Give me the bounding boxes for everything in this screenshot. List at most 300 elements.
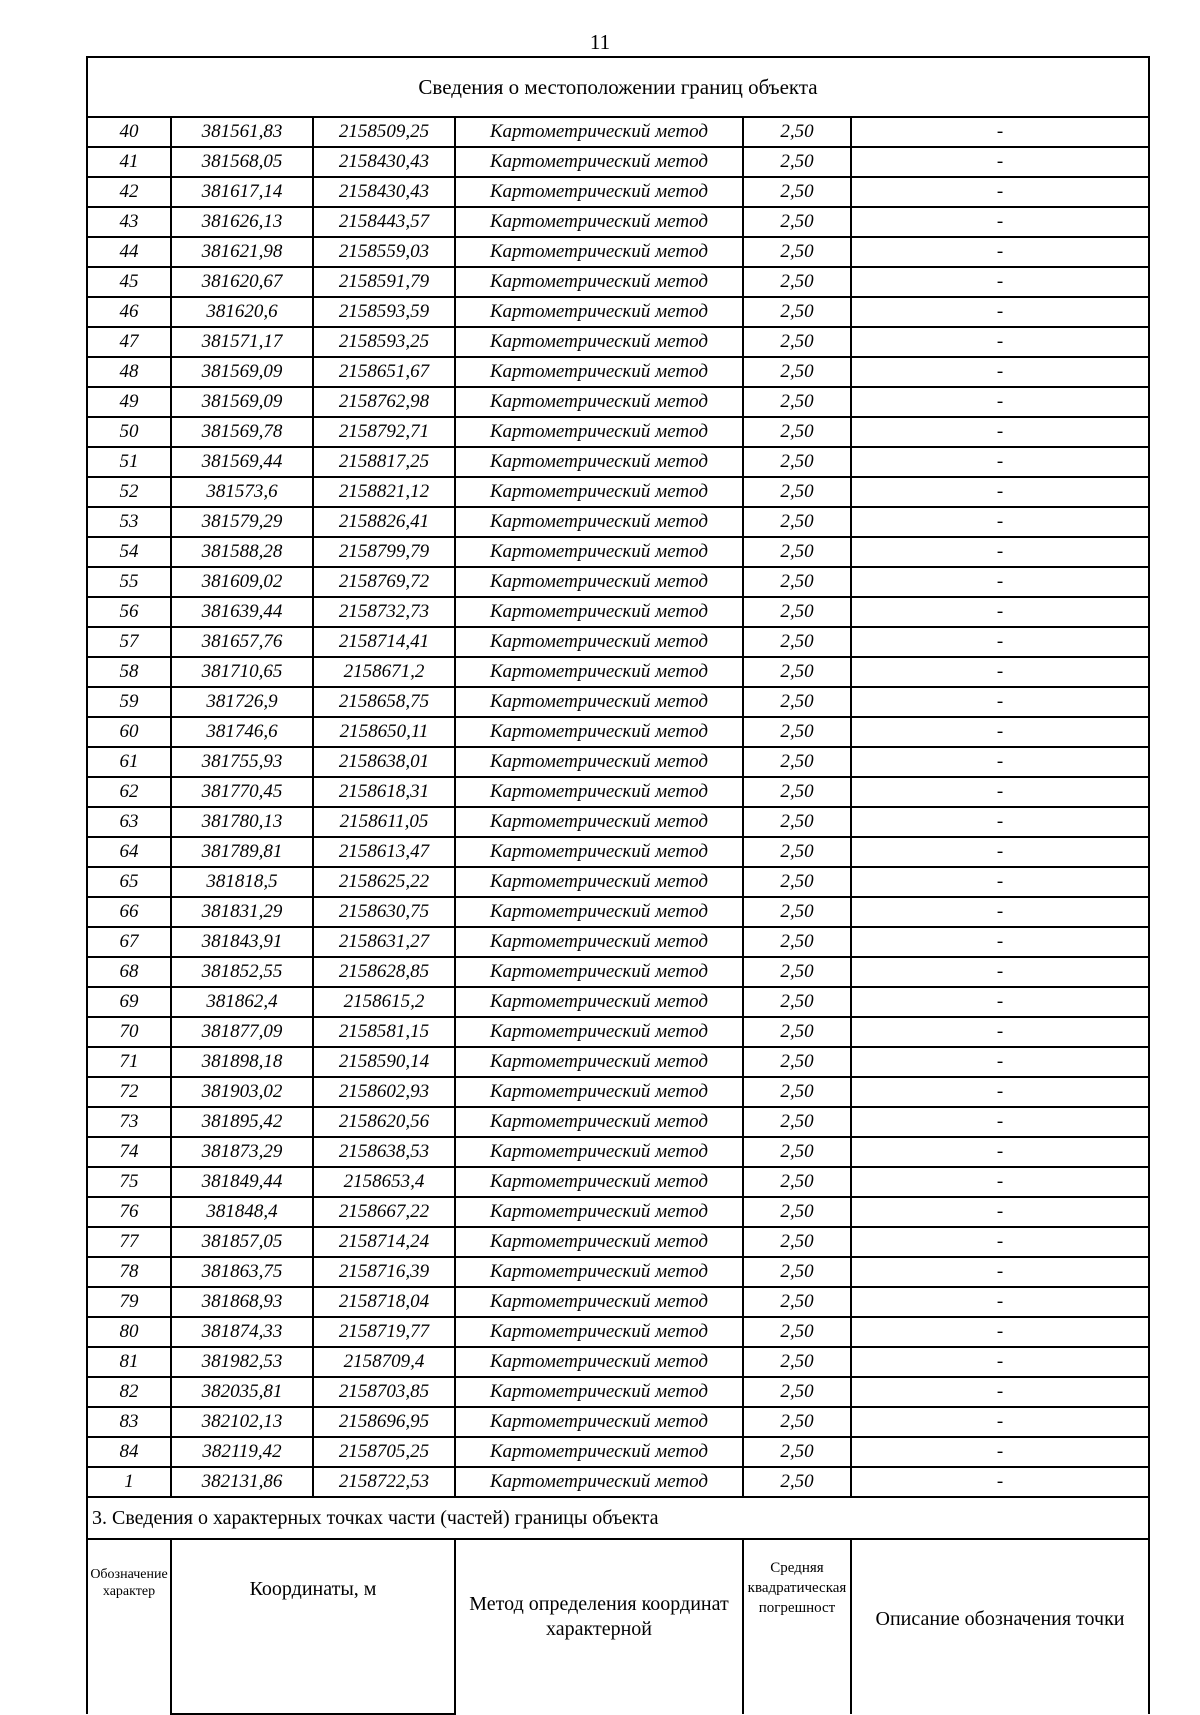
point-number-cell: 48: [87, 357, 171, 387]
description-cell: -: [851, 1347, 1149, 1377]
table-row: [87, 1317, 1149, 1347]
error-cell: 2,50: [743, 1317, 851, 1347]
description-cell: -: [851, 987, 1149, 1017]
method-cell: Картометрический метод: [455, 1107, 743, 1137]
error-cell: 2,50: [743, 567, 851, 597]
y-coordinate-cell: 2158653,4: [313, 1167, 455, 1197]
table-row: [87, 237, 1149, 267]
description-cell: -: [851, 1107, 1149, 1137]
method-cell: Картометрический метод: [455, 747, 743, 777]
table-row: [87, 1437, 1149, 1467]
error-cell: 2,50: [743, 1377, 851, 1407]
y-coordinate-cell: 2158593,25: [313, 327, 455, 357]
error-cell: 2,50: [743, 957, 851, 987]
error-cell: 2,50: [743, 1287, 851, 1317]
table-row: [87, 837, 1149, 867]
error-cell: 2,50: [743, 327, 851, 357]
error-cell: 2,50: [743, 537, 851, 567]
table-row: [87, 657, 1149, 687]
error-cell: 2,50: [743, 177, 851, 207]
method-cell: Картометрический метод: [455, 1077, 743, 1107]
point-number-cell: 1: [87, 1467, 171, 1497]
method-cell: Картометрический метод: [455, 1017, 743, 1047]
method-cell: Картометрический метод: [455, 567, 743, 597]
method-cell: Картометрический метод: [455, 237, 743, 267]
table-row: [87, 1077, 1149, 1107]
method-cell: Картометрический метод: [455, 177, 743, 207]
description-cell: -: [851, 507, 1149, 537]
method-cell: Картометрический метод: [455, 897, 743, 927]
y-coordinate-cell: 2158618,31: [313, 777, 455, 807]
description-cell: -: [851, 387, 1149, 417]
section-3-title: 3. Сведения о характерных точках части (частей) границы объекта: [87, 1497, 1149, 1539]
method-cell: Картометрический метод: [455, 657, 743, 687]
description-cell: -: [851, 477, 1149, 507]
section-3-header-row: [87, 1539, 1149, 1714]
y-coordinate-cell: 2158620,56: [313, 1107, 455, 1137]
y-coordinate-cell: 2158602,93: [313, 1077, 455, 1107]
point-number-cell: 81: [87, 1347, 171, 1377]
error-cell: 2,50: [743, 1407, 851, 1437]
description-cell: -: [851, 357, 1149, 387]
description-cell: -: [851, 567, 1149, 597]
table-row: [87, 867, 1149, 897]
error-cell: 2,50: [743, 237, 851, 267]
x-coordinate-cell: 381857,05: [171, 1227, 313, 1257]
error-cell: 2,50: [743, 1107, 851, 1137]
x-coordinate-cell: 381746,6: [171, 717, 313, 747]
description-cell: -: [851, 117, 1149, 147]
error-cell: 2,50: [743, 1137, 851, 1167]
y-coordinate-cell: 2158638,53: [313, 1137, 455, 1167]
point-number-cell: 53: [87, 507, 171, 537]
method-cell: Картометрический метод: [455, 627, 743, 657]
table-row: [87, 927, 1149, 957]
method-cell: Картометрический метод: [455, 1167, 743, 1197]
point-number-cell: 67: [87, 927, 171, 957]
x-coordinate-cell: 381579,29: [171, 507, 313, 537]
y-coordinate-cell: 2158696,95: [313, 1407, 455, 1437]
description-cell: -: [851, 897, 1149, 927]
method-cell: Картометрический метод: [455, 147, 743, 177]
description-cell: -: [851, 747, 1149, 777]
x-coordinate-cell: 381569,09: [171, 387, 313, 417]
point-number-cell: 46: [87, 297, 171, 327]
y-coordinate-cell: 2158762,98: [313, 387, 455, 417]
method-cell: Картометрический метод: [455, 1377, 743, 1407]
point-number-cell: 40: [87, 117, 171, 147]
boundary-table-frame: [86, 56, 1148, 1715]
x-coordinate-cell: 381569,44: [171, 447, 313, 477]
x-coordinate-cell: 381852,55: [171, 957, 313, 987]
point-number-cell: 63: [87, 807, 171, 837]
error-cell: 2,50: [743, 1167, 851, 1197]
x-coordinate-cell: 381863,75: [171, 1257, 313, 1287]
point-number-cell: 74: [87, 1137, 171, 1167]
x-coordinate-cell: 382119,42: [171, 1437, 313, 1467]
x-coordinate-cell: 381621,98: [171, 237, 313, 267]
point-number-cell: 82: [87, 1377, 171, 1407]
error-cell: 2,50: [743, 1227, 851, 1257]
description-cell: -: [851, 447, 1149, 477]
y-coordinate-cell: 2158630,75: [313, 897, 455, 927]
point-number-cell: 68: [87, 957, 171, 987]
description-cell: -: [851, 1167, 1149, 1197]
point-number-cell: 84: [87, 1437, 171, 1467]
method-cell: Картометрический метод: [455, 1347, 743, 1377]
x-coordinate-cell: 381895,42: [171, 1107, 313, 1137]
y-coordinate-cell: 2158769,72: [313, 567, 455, 597]
y-coordinate-cell: 2158651,67: [313, 357, 455, 387]
description-cell: -: [851, 1017, 1149, 1047]
description-cell: -: [851, 1437, 1149, 1467]
y-coordinate-cell: 2158430,43: [313, 177, 455, 207]
y-coordinate-cell: 2158611,05: [313, 807, 455, 837]
description-cell: -: [851, 657, 1149, 687]
point-number-cell: 58: [87, 657, 171, 687]
x-coordinate-cell: 382035,81: [171, 1377, 313, 1407]
table-row: [87, 417, 1149, 447]
x-coordinate-cell: 381789,81: [171, 837, 313, 867]
table-row: [87, 507, 1149, 537]
error-cell: 2,50: [743, 807, 851, 837]
description-cell: -: [851, 1467, 1149, 1497]
point-number-cell: 44: [87, 237, 171, 267]
x-coordinate-cell: 381569,09: [171, 357, 313, 387]
description-cell: -: [851, 1227, 1149, 1257]
y-coordinate-cell: 2158591,79: [313, 267, 455, 297]
description-cell: -: [851, 1287, 1149, 1317]
x-coordinate-cell: 381573,6: [171, 477, 313, 507]
description-cell: -: [851, 1407, 1149, 1437]
error-cell: 2,50: [743, 357, 851, 387]
point-number-cell: 60: [87, 717, 171, 747]
point-number-cell: 47: [87, 327, 171, 357]
method-cell: Картометрический метод: [455, 1227, 743, 1257]
method-cell: Картометрический метод: [455, 1407, 743, 1437]
error-cell: 2,50: [743, 147, 851, 177]
x-coordinate-cell: 381568,05: [171, 147, 313, 177]
description-cell: -: [851, 1257, 1149, 1287]
description-cell: -: [851, 1197, 1149, 1227]
error-cell: 2,50: [743, 297, 851, 327]
error-cell: 2,50: [743, 897, 851, 927]
method-cell: Картометрический метод: [455, 1197, 743, 1227]
table-row: [87, 747, 1149, 777]
method-cell: Картометрический метод: [455, 537, 743, 567]
point-number-cell: 79: [87, 1287, 171, 1317]
description-cell: -: [851, 1137, 1149, 1167]
method-cell: Картометрический метод: [455, 1317, 743, 1347]
description-cell: -: [851, 717, 1149, 747]
table-row: [87, 717, 1149, 747]
table-row: [87, 1107, 1149, 1137]
method-cell: Картометрический метод: [455, 387, 743, 417]
table-row: [87, 597, 1149, 627]
x-coordinate-cell: 381982,53: [171, 1347, 313, 1377]
method-cell: Картометрический метод: [455, 1137, 743, 1167]
error-cell: 2,50: [743, 1467, 851, 1497]
y-coordinate-cell: 2158714,41: [313, 627, 455, 657]
description-cell: -: [851, 537, 1149, 567]
method-cell: Картометрический метод: [455, 837, 743, 867]
point-number-cell: 78: [87, 1257, 171, 1287]
y-coordinate-cell: 2158705,25: [313, 1437, 455, 1467]
y-coordinate-cell: 2158443,57: [313, 207, 455, 237]
x-coordinate-cell: 381831,29: [171, 897, 313, 927]
description-cell: -: [851, 807, 1149, 837]
y-coordinate-cell: 2158613,47: [313, 837, 455, 867]
x-coordinate-cell: 381874,33: [171, 1317, 313, 1347]
y-coordinate-cell: 2158718,04: [313, 1287, 455, 1317]
table-row: [87, 297, 1149, 327]
x-coordinate-cell: 381780,13: [171, 807, 313, 837]
error-cell: 2,50: [743, 417, 851, 447]
y-coordinate-cell: 2158722,53: [313, 1467, 455, 1497]
x-coordinate-cell: 381755,93: [171, 747, 313, 777]
y-coordinate-cell: 2158638,01: [313, 747, 455, 777]
description-cell: -: [851, 1377, 1149, 1407]
method-cell: Картометрический метод: [455, 1437, 743, 1467]
point-number-cell: 76: [87, 1197, 171, 1227]
point-number-cell: 54: [87, 537, 171, 567]
y-coordinate-cell: 2158625,22: [313, 867, 455, 897]
error-cell: 2,50: [743, 507, 851, 537]
point-number-cell: 57: [87, 627, 171, 657]
point-number-cell: 62: [87, 777, 171, 807]
table-row: [87, 627, 1149, 657]
method-cell: Картометрический метод: [455, 867, 743, 897]
method-cell: Картометрический метод: [455, 717, 743, 747]
description-cell: -: [851, 147, 1149, 177]
description-cell: -: [851, 417, 1149, 447]
x-coordinate-cell: 381569,78: [171, 417, 313, 447]
x-coordinate-cell: 381710,65: [171, 657, 313, 687]
x-coordinate-cell: 382131,86: [171, 1467, 313, 1497]
header-coordinates: Координаты, м: [171, 1539, 455, 1714]
method-cell: Картометрический метод: [455, 1257, 743, 1287]
description-cell: -: [851, 777, 1149, 807]
method-cell: Картометрический метод: [455, 477, 743, 507]
y-coordinate-cell: 2158792,71: [313, 417, 455, 447]
table-row: [87, 147, 1149, 177]
method-cell: Картометрический метод: [455, 507, 743, 537]
error-cell: 2,50: [743, 687, 851, 717]
y-coordinate-cell: 2158667,22: [313, 1197, 455, 1227]
table-row: [87, 1257, 1149, 1287]
method-cell: Картометрический метод: [455, 357, 743, 387]
x-coordinate-cell: 381903,02: [171, 1077, 313, 1107]
method-cell: Картометрический метод: [455, 1047, 743, 1077]
method-cell: Картометрический метод: [455, 927, 743, 957]
table-title: Сведения о местоположении границ объекта: [87, 57, 1149, 117]
error-cell: 2,50: [743, 1077, 851, 1107]
point-number-cell: 52: [87, 477, 171, 507]
description-cell: -: [851, 177, 1149, 207]
method-cell: Картометрический метод: [455, 957, 743, 987]
method-cell: Картометрический метод: [455, 777, 743, 807]
method-cell: Картометрический метод: [455, 1287, 743, 1317]
error-cell: 2,50: [743, 387, 851, 417]
table-row: [87, 537, 1149, 567]
x-coordinate-cell: 381588,28: [171, 537, 313, 567]
table-row: [87, 387, 1149, 417]
point-number-cell: 59: [87, 687, 171, 717]
point-number-cell: 72: [87, 1077, 171, 1107]
table-row: [87, 897, 1149, 927]
description-cell: -: [851, 927, 1149, 957]
y-coordinate-cell: 2158714,24: [313, 1227, 455, 1257]
y-coordinate-cell: 2158430,43: [313, 147, 455, 177]
x-coordinate-cell: 381868,93: [171, 1287, 313, 1317]
table-row: [87, 447, 1149, 477]
table-row: [87, 1347, 1149, 1377]
error-cell: 2,50: [743, 777, 851, 807]
error-cell: 2,50: [743, 837, 851, 867]
point-number-cell: 55: [87, 567, 171, 597]
y-coordinate-cell: 2158590,14: [313, 1047, 455, 1077]
point-number-cell: 73: [87, 1107, 171, 1137]
y-coordinate-cell: 2158658,75: [313, 687, 455, 717]
y-coordinate-cell: 2158615,2: [313, 987, 455, 1017]
point-number-cell: 42: [87, 177, 171, 207]
y-coordinate-cell: 2158628,85: [313, 957, 455, 987]
table-row: [87, 987, 1149, 1017]
point-number-cell: 69: [87, 987, 171, 1017]
y-coordinate-cell: 2158799,79: [313, 537, 455, 567]
description-cell: -: [851, 1077, 1149, 1107]
description-cell: -: [851, 1317, 1149, 1347]
point-number-cell: 70: [87, 1017, 171, 1047]
y-coordinate-cell: 2158719,77: [313, 1317, 455, 1347]
table-row: [87, 1197, 1149, 1227]
table-row: [87, 1047, 1149, 1077]
error-cell: 2,50: [743, 1017, 851, 1047]
x-coordinate-cell: 381626,13: [171, 207, 313, 237]
y-coordinate-cell: 2158650,11: [313, 717, 455, 747]
x-coordinate-cell: 381609,02: [171, 567, 313, 597]
y-coordinate-cell: 2158826,41: [313, 507, 455, 537]
y-coordinate-cell: 2158703,85: [313, 1377, 455, 1407]
x-coordinate-cell: 381818,5: [171, 867, 313, 897]
x-coordinate-cell: 381898,18: [171, 1047, 313, 1077]
header-description: Описание обозначения точки: [851, 1539, 1149, 1714]
y-coordinate-cell: 2158709,4: [313, 1347, 455, 1377]
x-coordinate-cell: 381862,4: [171, 987, 313, 1017]
error-cell: 2,50: [743, 1047, 851, 1077]
description-cell: -: [851, 687, 1149, 717]
y-coordinate-cell: 2158581,15: [313, 1017, 455, 1047]
boundary-points-table: [86, 56, 1150, 1715]
header-error: Средняя квадратическая погрешност: [743, 1539, 851, 1714]
method-cell: Картометрический метод: [455, 417, 743, 447]
error-cell: 2,50: [743, 267, 851, 297]
x-coordinate-cell: 381849,44: [171, 1167, 313, 1197]
x-coordinate-cell: 381726,9: [171, 687, 313, 717]
error-cell: 2,50: [743, 477, 851, 507]
point-number-cell: 75: [87, 1167, 171, 1197]
method-cell: Картометрический метод: [455, 687, 743, 717]
table-row: [87, 1167, 1149, 1197]
point-number-cell: 45: [87, 267, 171, 297]
description-cell: -: [851, 837, 1149, 867]
description-cell: -: [851, 957, 1149, 987]
table-row: [87, 477, 1149, 507]
method-cell: Картометрический метод: [455, 327, 743, 357]
description-cell: -: [851, 867, 1149, 897]
point-number-cell: 56: [87, 597, 171, 627]
table-row: [87, 957, 1149, 987]
error-cell: 2,50: [743, 987, 851, 1017]
table-row: [87, 267, 1149, 297]
table-row: [87, 1017, 1149, 1047]
point-number-cell: 83: [87, 1407, 171, 1437]
x-coordinate-cell: 381620,67: [171, 267, 313, 297]
error-cell: 2,50: [743, 1197, 851, 1227]
table-row: [87, 1137, 1149, 1167]
table-row: [87, 567, 1149, 597]
x-coordinate-cell: 381571,17: [171, 327, 313, 357]
description-cell: -: [851, 297, 1149, 327]
table-row: [87, 207, 1149, 237]
point-number-cell: 64: [87, 837, 171, 867]
table-row: [87, 1467, 1149, 1497]
method-cell: Картометрический метод: [455, 597, 743, 627]
table-row: [87, 1407, 1149, 1437]
x-coordinate-cell: 381873,29: [171, 1137, 313, 1167]
error-cell: 2,50: [743, 1257, 851, 1287]
x-coordinate-cell: 382102,13: [171, 1407, 313, 1437]
y-coordinate-cell: 2158671,2: [313, 657, 455, 687]
point-number-cell: 61: [87, 747, 171, 777]
method-cell: Картометрический метод: [455, 297, 743, 327]
y-coordinate-cell: 2158509,25: [313, 117, 455, 147]
x-coordinate-cell: 381561,83: [171, 117, 313, 147]
method-cell: Картометрический метод: [455, 447, 743, 477]
table-row: [87, 777, 1149, 807]
method-cell: Картометрический метод: [455, 117, 743, 147]
error-cell: 2,50: [743, 597, 851, 627]
point-number-cell: 71: [87, 1047, 171, 1077]
header-method: Метод определения координат характерной: [455, 1539, 743, 1714]
description-cell: -: [851, 627, 1149, 657]
description-cell: -: [851, 1047, 1149, 1077]
table-row: [87, 1377, 1149, 1407]
error-cell: 2,50: [743, 657, 851, 687]
y-coordinate-cell: 2158593,59: [313, 297, 455, 327]
table-row: [87, 1287, 1149, 1317]
error-cell: 2,50: [743, 207, 851, 237]
x-coordinate-cell: 381770,45: [171, 777, 313, 807]
method-cell: Картометрический метод: [455, 1467, 743, 1497]
x-coordinate-cell: 381877,09: [171, 1017, 313, 1047]
point-number-cell: 65: [87, 867, 171, 897]
description-cell: -: [851, 267, 1149, 297]
y-coordinate-cell: 2158716,39: [313, 1257, 455, 1287]
table-row: [87, 357, 1149, 387]
page-number: 11: [589, 30, 611, 54]
y-coordinate-cell: 2158559,03: [313, 237, 455, 267]
error-cell: 2,50: [743, 717, 851, 747]
x-coordinate-cell: 381639,44: [171, 597, 313, 627]
point-number-cell: 77: [87, 1227, 171, 1257]
table-row: [87, 1227, 1149, 1257]
method-cell: Картометрический метод: [455, 267, 743, 297]
method-cell: Картометрический метод: [455, 207, 743, 237]
point-number-cell: 49: [87, 387, 171, 417]
description-cell: -: [851, 237, 1149, 267]
method-cell: Картометрический метод: [455, 807, 743, 837]
